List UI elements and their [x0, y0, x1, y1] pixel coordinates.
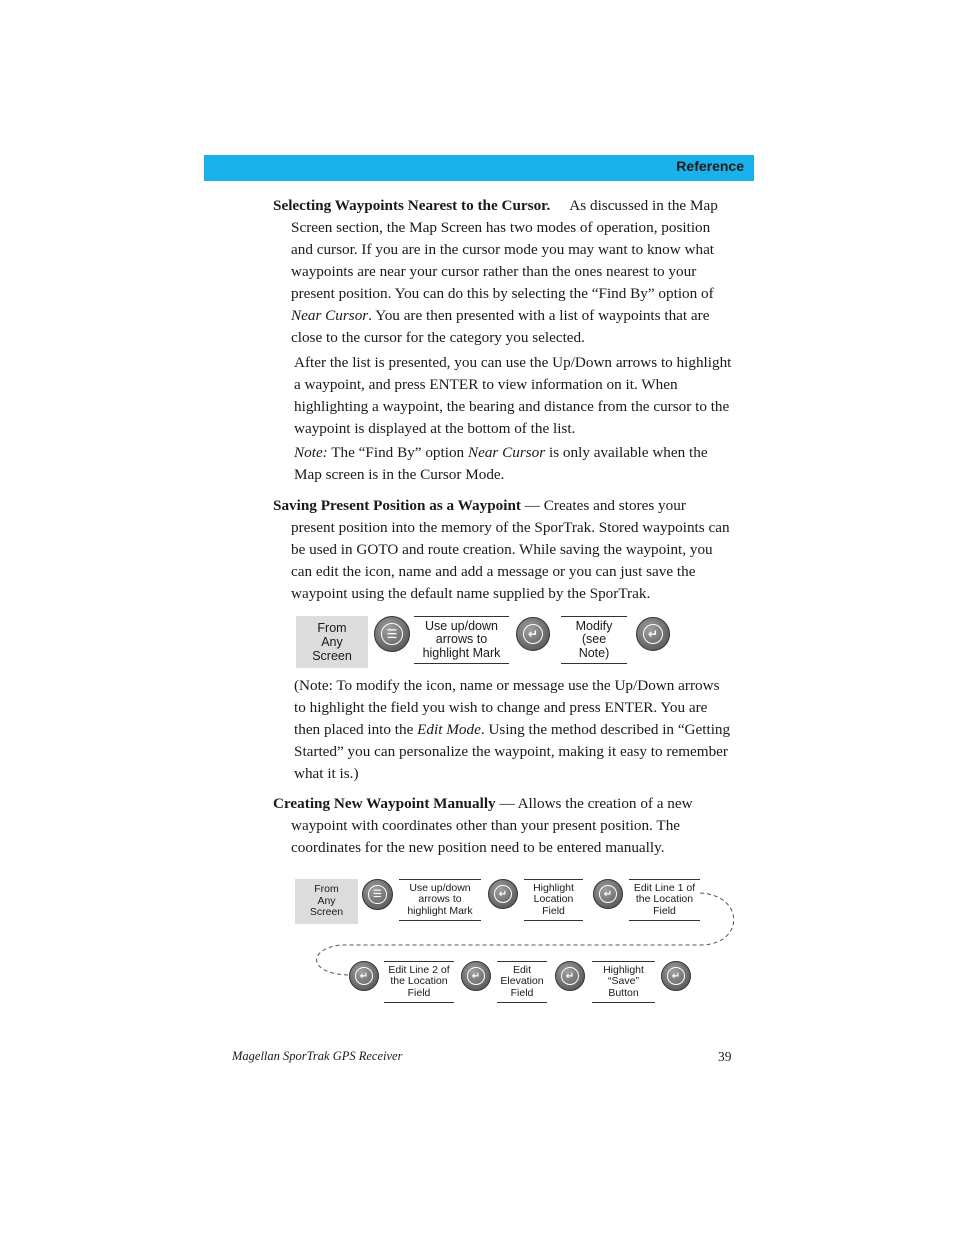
body-text: . You are then presented with a list of waypoints that are close to the cursor for the category you selected. [291, 307, 710, 346]
step-highlight-mark: Use up/down arrows to highlight Mark [414, 616, 509, 664]
emphasis-text: Near Cursor [467, 444, 546, 461]
enter-icon: ↵ [349, 961, 379, 991]
step-modify: Modify (see Note) [561, 616, 627, 664]
body-text: As discussed in the Map Screen section, the Map Screen has two modes of operation, position and cursor. If you are in the cursor mode you may want to know what waypoints are near your cursor rather than the ones nearest to your present position. You can do this by selecting the “Find By” option of [291, 197, 718, 302]
heading-nearest-cursor: Selecting Waypoints Nearest to the Cursor. [273, 197, 551, 214]
emphasis-text: Edit Mode [417, 721, 481, 738]
body-text: . Using the method described in “Getting Started” you can personalize the waypoint, making it easy to remember what it is.) [294, 721, 731, 782]
step-edit-elevation: Edit Elevation Field [497, 961, 547, 1003]
page-number: 39 [718, 1049, 732, 1064]
body-text: — Creates and stores your present position into the memory of the SporTrak. Stored waypoints can be used in GOTO and route creation. While saving the waypoint, you can edit the icon, name and add a message or you can just save the waypoint using the default name supplied by the SporTrak. [291, 497, 730, 602]
menu-book-icon: ☰ [374, 616, 410, 652]
paragraph-list: After the list is presented, you can use the Up/Down arrows to highlight a waypoint, and press ENTER to view information on it. When highlighting a waypoint, the bearing and distance from the cursor to the waypoint is displayed at the bottom of the list. [294, 354, 732, 437]
step-edit-line-2: Edit Line 2 of the Location Field [384, 961, 454, 1003]
step-from-any-screen: From Any Screen [295, 879, 358, 924]
heading-saving: Saving Present Position as a Waypoint [273, 497, 521, 514]
step-highlight-mark: Use up/down arrows to highlight Mark [399, 879, 481, 921]
body-text: — Allows the creation of a new waypoint with coordinates other than your present position. The coordinates for the new position need to be entered manually. [291, 795, 693, 856]
heading-creating: Creating New Waypoint Manually [273, 795, 496, 812]
enter-icon: ↵ [593, 879, 623, 909]
body-text: is only available when the Map screen is in the Cursor Mode. [294, 444, 708, 483]
enter-icon: ↵ [516, 617, 550, 651]
footer-title: Magellan SporTrak GPS Receiver [232, 1049, 403, 1063]
enter-icon: ↵ [461, 961, 491, 991]
enter-icon: ↵ [636, 617, 670, 651]
section-title: Reference [676, 158, 744, 174]
enter-icon: ↵ [555, 961, 585, 991]
emphasis-text: Near Cursor [291, 307, 369, 324]
step-highlight-location: Highlight Location Field [524, 879, 583, 921]
step-edit-line-1: Edit Line 1 of the Location Field [629, 879, 700, 921]
step-from-any-screen: From Any Screen [296, 616, 368, 668]
note-label: Note: [294, 444, 328, 461]
body-text: (Note: To modify the icon, name or message use the Up/Down arrows to highlight the field you wish to change and press ENTER. You are then placed into the [294, 677, 720, 738]
step-highlight-save: Highlight “Save” Button [592, 961, 655, 1003]
enter-icon: ↵ [661, 961, 691, 991]
enter-icon: ↵ [488, 879, 518, 909]
menu-book-icon: ☰ [362, 879, 393, 910]
body-text: The “Find By” option [327, 444, 468, 461]
